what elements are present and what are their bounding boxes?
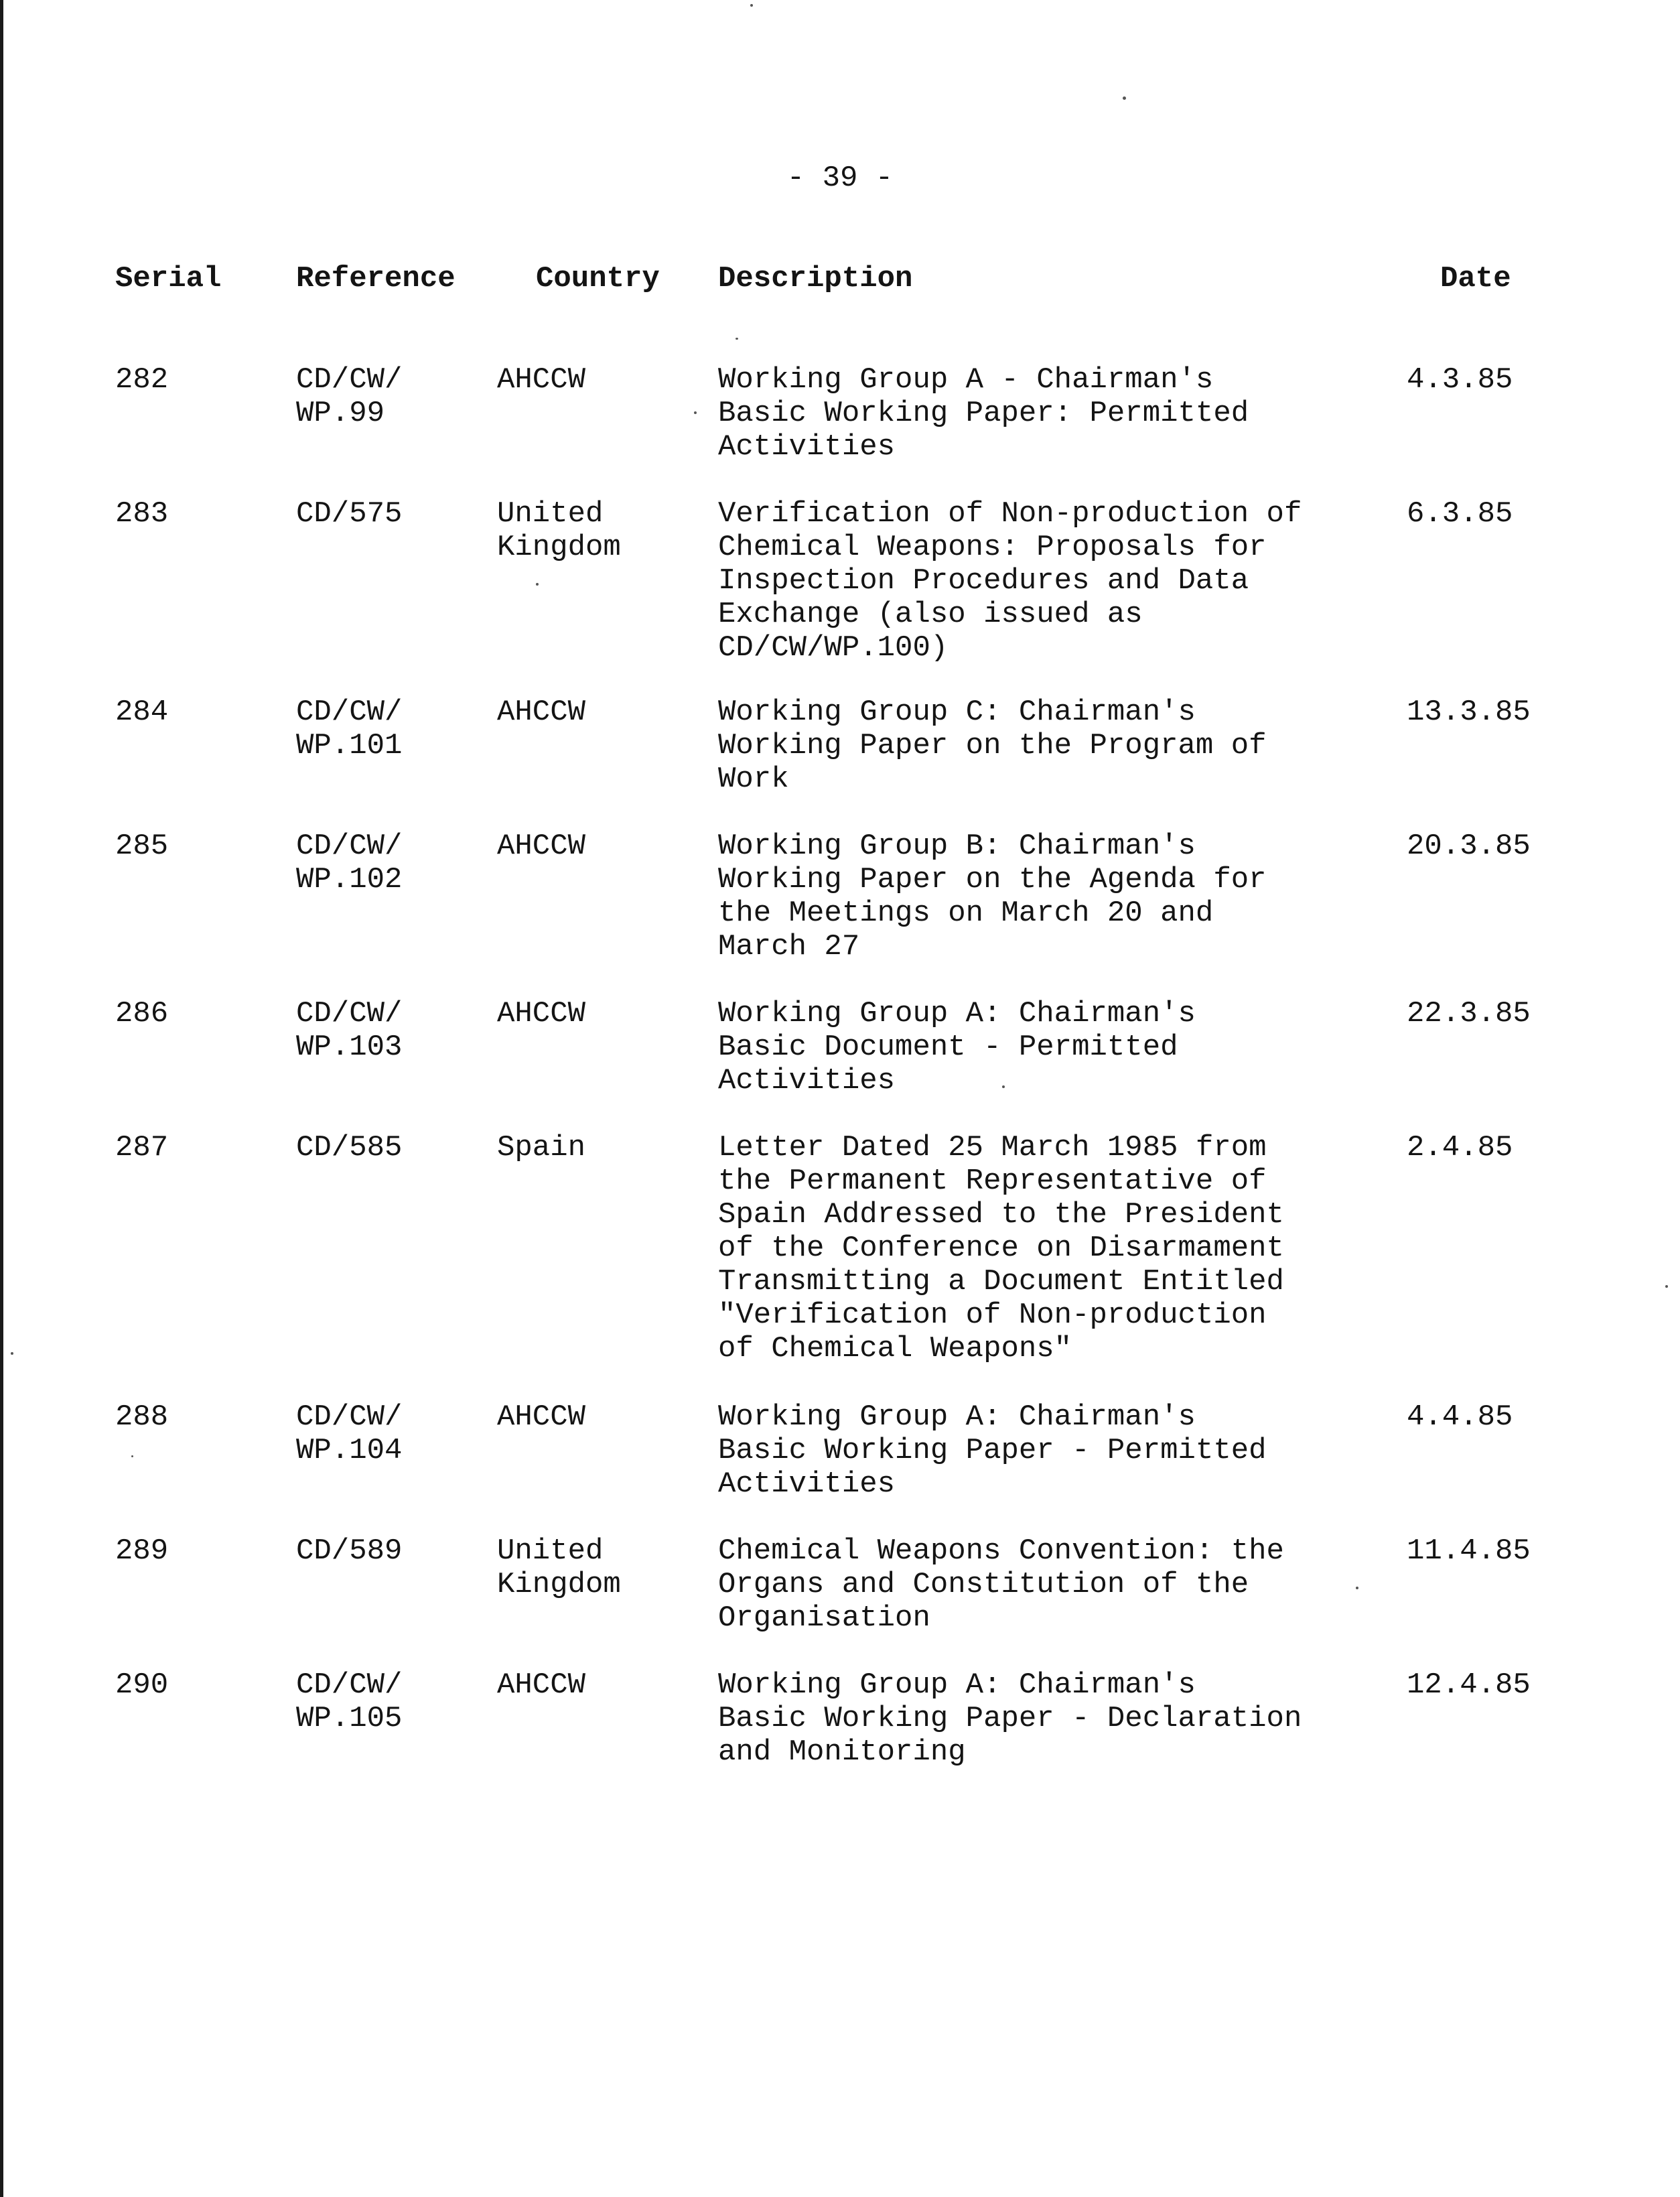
- reference-cell: CD/CW/ WP.102: [296, 829, 403, 896]
- country-cell: United Kingdom: [497, 1534, 621, 1601]
- country-cell: AHCCW: [497, 1668, 586, 1702]
- header-date: Date: [1440, 262, 1511, 295]
- page-number: - 39 -: [786, 161, 894, 195]
- serial-cell: 284: [115, 695, 169, 729]
- serial-cell: 283: [115, 497, 169, 531]
- date-cell: 11.4.85: [1407, 1534, 1531, 1568]
- serial-cell: 282: [115, 363, 169, 397]
- country-cell: AHCCW: [497, 997, 586, 1030]
- scan-speck: [750, 4, 753, 7]
- table-header: [0, 261, 1680, 302]
- reference-cell: CD/585: [296, 1131, 403, 1164]
- scan-speck: [1665, 1285, 1668, 1288]
- serial-cell: 287: [115, 1131, 169, 1164]
- reference-cell: CD/CW/ WP.104: [296, 1400, 403, 1467]
- date-cell: 2.4.85: [1407, 1131, 1513, 1164]
- description-cell: Working Group A - Chairman's Basic Working Paper: Permitted Activities: [718, 363, 1249, 464]
- description-cell: Letter Dated 25 March 1985 from the Permanent Representative of Spain Addressed to the President of the Conference on Disarmament Transmitting a Document Entitled "Verification of Non-production of Chemical Weapons": [718, 1131, 1284, 1366]
- reference-cell: CD/CW/ WP.101: [296, 695, 403, 762]
- date-cell: 22.3.85: [1407, 997, 1531, 1030]
- date-cell: 20.3.85: [1407, 829, 1531, 863]
- reference-cell: CD/575: [296, 497, 403, 531]
- header-reference: Reference: [296, 262, 456, 295]
- country-cell: AHCCW: [497, 695, 586, 729]
- serial-cell: 289: [115, 1534, 169, 1568]
- serial-cell: 290: [115, 1668, 169, 1702]
- header-description: Description: [718, 262, 913, 295]
- header-serial: Serial: [115, 262, 222, 295]
- description-cell: Working Group A: Chairman's Basic Working Paper - Declaration and Monitoring: [718, 1668, 1302, 1769]
- scan-speck: [1356, 1587, 1358, 1589]
- date-cell: 4.3.85: [1407, 363, 1513, 397]
- scan-speck: [694, 411, 697, 414]
- reference-cell: CD/CW/ WP.99: [296, 363, 403, 430]
- country-cell: United Kingdom: [497, 497, 621, 564]
- country-cell: AHCCW: [497, 1400, 586, 1434]
- country-cell: AHCCW: [497, 363, 586, 397]
- serial-cell: 288: [115, 1400, 169, 1434]
- serial-cell: 285: [115, 829, 169, 863]
- description-cell: Working Group B: Chairman's Working Paper on the Agenda for the Meetings on March 20 and March 27: [718, 829, 1267, 963]
- scan-speck: [131, 1455, 133, 1457]
- description-cell: Working Group C: Chairman's Working Paper on the Program of Work: [718, 695, 1267, 796]
- reference-cell: CD/589: [296, 1534, 403, 1568]
- scan-speck: [1123, 96, 1126, 100]
- date-cell: 6.3.85: [1407, 497, 1513, 531]
- description-cell: Working Group A: Chairman's Basic Working Paper - Permitted Activities: [718, 1400, 1267, 1501]
- serial-cell: 286: [115, 997, 169, 1030]
- scan-speck: [536, 583, 539, 586]
- reference-cell: CD/CW/ WP.103: [296, 997, 403, 1064]
- header-country: Country: [536, 262, 660, 295]
- description-cell: Verification of Non-production of Chemical Weapons: Proposals for Inspection Procedures and Data Exchange (also issued as CD/CW/WP.100): [718, 497, 1302, 665]
- country-cell: Spain: [497, 1131, 586, 1164]
- scan-speck: [736, 338, 738, 340]
- date-cell: 13.3.85: [1407, 695, 1531, 729]
- description-cell: Working Group A: Chairman's Basic Document - Permitted Activities: [718, 997, 1196, 1097]
- date-cell: 12.4.85: [1407, 1668, 1531, 1702]
- description-cell: Chemical Weapons Convention: the Organs and Constitution of the Organisation: [718, 1534, 1284, 1635]
- date-cell: 4.4.85: [1407, 1400, 1513, 1434]
- scan-speck: [11, 1352, 13, 1355]
- country-cell: AHCCW: [497, 829, 586, 863]
- scan-speck: [1002, 1085, 1005, 1088]
- reference-cell: CD/CW/ WP.105: [296, 1668, 403, 1735]
- page-edge-scan-border: [0, 0, 3, 2197]
